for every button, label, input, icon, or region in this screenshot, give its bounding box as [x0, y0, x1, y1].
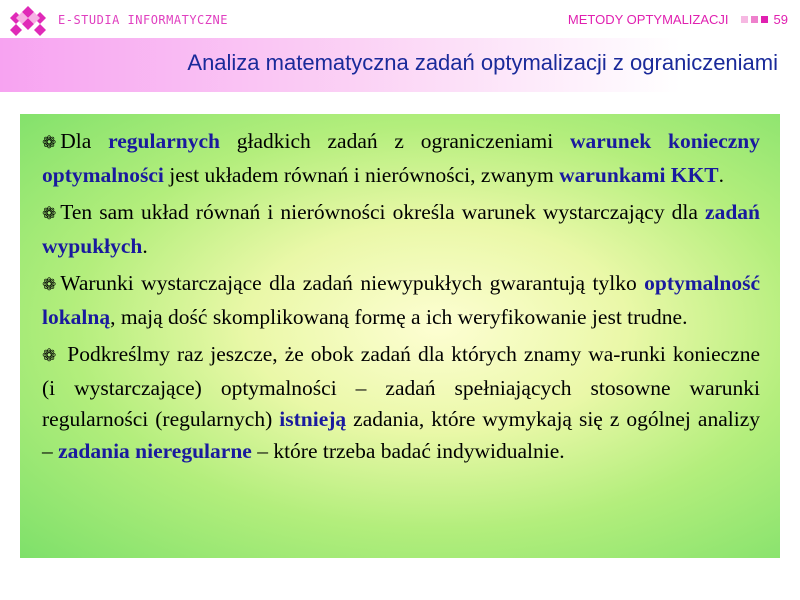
text-segment: – które trzeba badać indywidualnie. [251, 438, 565, 463]
text-segment: . [142, 233, 148, 258]
text-segment: jest układem równań i nierówności, zwanym [163, 162, 560, 187]
text-segment: Podkreślmy raz jeszcze, że obok zadań dla których znamy wa-runki konieczne (i wystarczające) optymalności – zadań spełniających stosowne warunki regularności (regularnych) [42, 342, 760, 431]
brand-name: E-STUDIA INFORMATYCZNE [58, 13, 228, 27]
text-segment: . [718, 162, 724, 187]
keyword: zadania nieregularne [58, 438, 252, 463]
page-number: 59 [773, 12, 788, 27]
course-header [568, 12, 788, 27]
pink-lattice-logo-icon [8, 4, 48, 38]
paragraph-2 [42, 197, 760, 262]
keyword: istnieją [279, 407, 347, 431]
wheel-bullet-icon: ❁ [42, 204, 57, 224]
keyword: zadań wypukłych [42, 200, 760, 258]
slide-title: Analiza matematyczna zadań optymalizacji z ograniczeniami [187, 50, 778, 75]
text-segment: Dla [60, 129, 109, 153]
page-dots [741, 16, 768, 23]
content-panel [20, 114, 780, 558]
keyword: warunkami KKT [559, 162, 719, 187]
keyword: regularnych [108, 129, 220, 153]
keyword: warunek konieczny optymalności [42, 129, 760, 187]
wheel-bullet-icon: ❁ [42, 133, 57, 153]
wheel-bullet-icon: ❁ [42, 275, 57, 295]
text-segment: zadania, które wymykają się z ogólnej analizy – [42, 407, 760, 463]
paragraph-3 [42, 268, 760, 333]
wheel-bullet-icon: ❁ [42, 346, 57, 366]
paragraph-list [42, 126, 760, 467]
dot-dark [761, 16, 768, 23]
keyword: optymalność lokalną [42, 271, 760, 329]
text-segment: Warunki wystarczające dla zadań niewypukłych gwarantują tylko [60, 271, 645, 295]
paragraph-4 [42, 339, 760, 467]
dot-light [741, 16, 748, 23]
course-title: METODY OPTYMALIZACJI [567, 12, 729, 27]
text-segment: gładkich zadań z ograniczeniami [219, 129, 571, 153]
text-segment: , mają dość skomplikowaną formę a ich weryfikowanie jest trudne. [110, 304, 688, 329]
paragraph-1 [42, 126, 760, 191]
text-segment: Ten sam układ równań i nierówności określa warunek wystarczający dla [60, 200, 706, 224]
dot-medium [751, 16, 758, 23]
